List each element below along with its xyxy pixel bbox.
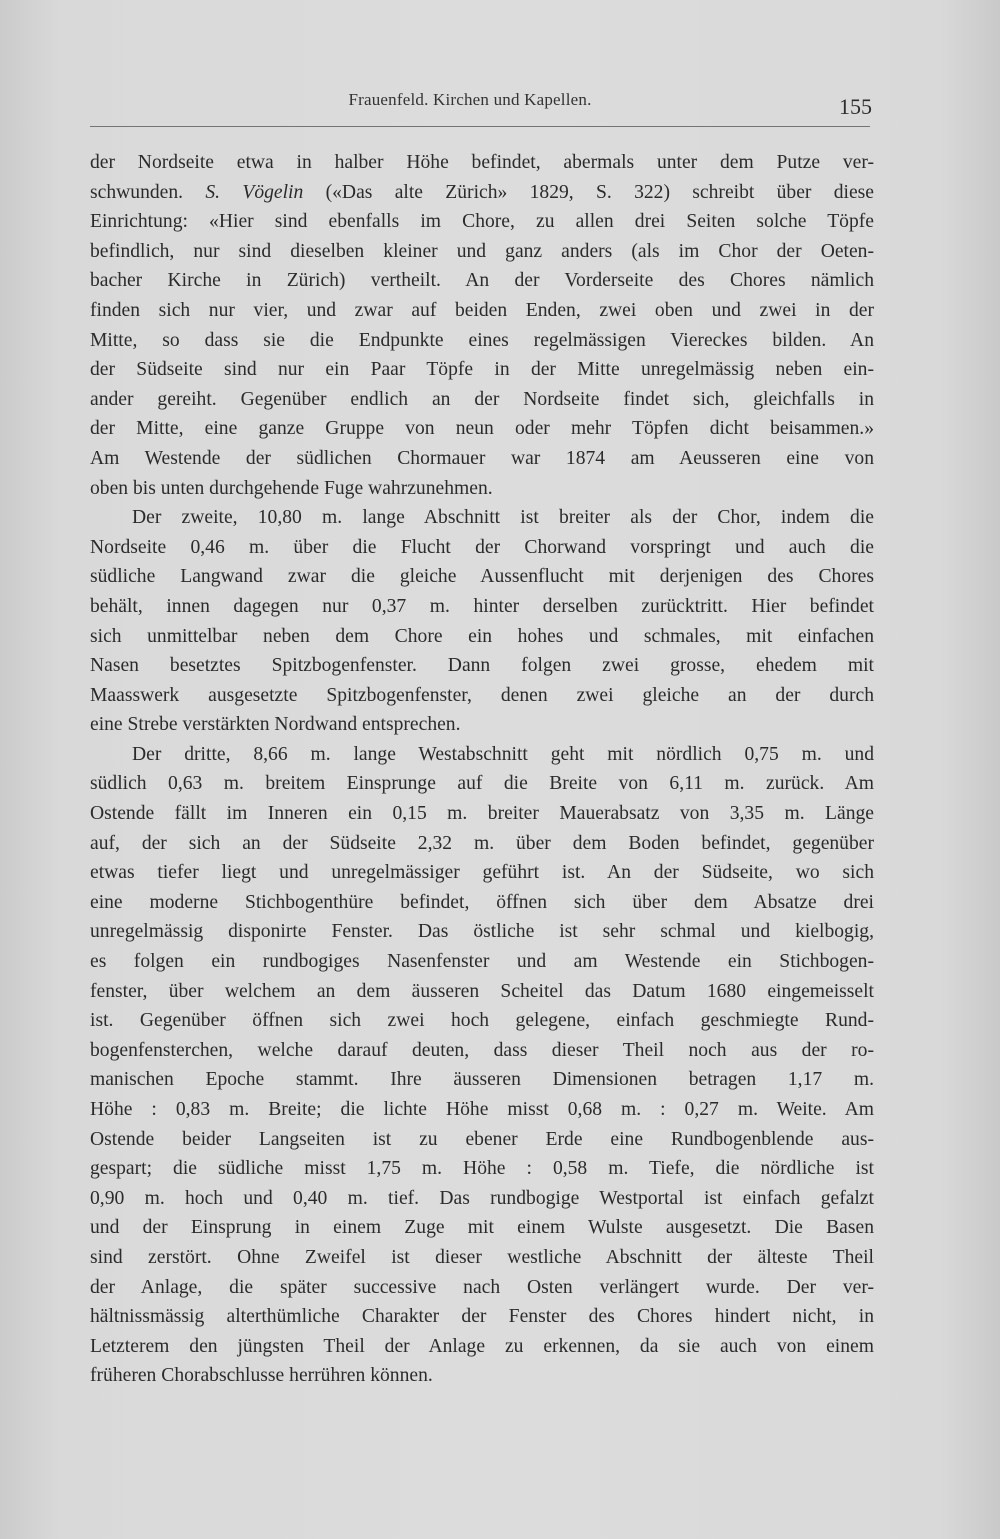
text-line: hältnissmässig alterthümliche Charakter der Fenster des Chores hindert nicht, in [90, 1306, 874, 1328]
text-line: auf, der sich an der Südseite 2,32 m. über dem Boden befindet, gegenüber [90, 832, 874, 854]
text-line: gespart; die südliche misst 1,75 m. Höhe : 0,58 m. Tiefe, die nördliche ist [90, 1158, 874, 1180]
text-line: es folgen ein rundbogiges Nasenfenster und am Westende ein Stichbogen- [90, 951, 874, 973]
text-line: Maasswerk ausgesetzte Spitzbogenfenster, denen zwei gleiche an der durch [90, 684, 874, 706]
text-line: der Anlage, die später successive nach Osten verlängert wurde. Der ver- [90, 1276, 874, 1298]
text-line: fenster, über welchem an dem äusseren Scheitel das Datum 1680 eingemeisselt [90, 980, 874, 1002]
header-rule [90, 126, 870, 127]
text-line: eine moderne Stichbogenthüre befindet, öffnen sich über dem Absatze drei [90, 891, 874, 913]
text-line: 0,90 m. hoch und 0,40 m. tief. Das rundbogige Westportal ist einfach gefalzt [90, 1187, 874, 1209]
paragraph [90, 740, 874, 1391]
text-line: der Südseite sind nur ein Paar Töpfe in der Mitte unregelmässig neben ein- [90, 359, 874, 381]
text-line: südlich 0,63 m. breitem Einsprunge auf die Breite von 6,11 m. zurück. Am [90, 773, 874, 795]
author-name: S. Vögelin [205, 181, 304, 203]
text-line: Einrichtung: «Hier sind ebenfalls im Chore, zu allen drei Seiten solche Töpfe [90, 211, 874, 233]
text-line: früheren Chorabschlusse herrühren können. [90, 1365, 433, 1387]
paragraph [90, 503, 874, 740]
text-segment: schwunden. [90, 181, 206, 203]
text-line: südliche Langwand zwar die gleiche Aussenflucht mit derjenigen des Chores [90, 566, 874, 588]
text-line [90, 178, 874, 208]
text-line: Mitte, so dass sie die Endpunkte eines regelmässigen Viereckes bilden. An [90, 329, 874, 351]
text-line: Höhe : 0,83 m. Breite; die lichte Höhe misst 0,68 m. : 0,27 m. Weite. Am [90, 1099, 874, 1120]
text-line: bacher Kirche in Zürich) vertheilt. An der Vorderseite des Chores nämlich [90, 270, 874, 292]
text-line: manischen Epoche stammt. Ihre äusseren Dimensionen betragen 1,17 m. [90, 1069, 874, 1091]
text-line: eine Strebe verstärkten Nordwand entsprechen. [90, 714, 461, 736]
text-line: der Mitte, eine ganze Gruppe von neun oder mehr Töpfen dicht beisammen.» [90, 418, 874, 440]
text-line: Ostende beider Langseiten ist zu ebener Erde eine Rundbogenblende aus- [90, 1128, 874, 1150]
page-number: 155 [839, 94, 872, 119]
text-line: bogenfensterchen, welche darauf deuten, dass dieser Theil noch aus der ro- [90, 1039, 874, 1061]
text-segment: («Das alte Zürich» 1829, S. 322) schreibt über diese [303, 181, 874, 203]
text-line: Nordseite 0,46 m. über die Flucht der Chorwand vorspringt und auch die [90, 536, 874, 558]
text-line: befindlich, nur sind dieselben kleiner und ganz anders (als im Chor der Oeten- [90, 240, 874, 262]
text-line: Ostende fällt im Inneren ein 0,15 m. breiter Mauerabsatz von 3,35 m. Länge [90, 803, 874, 825]
text-line: oben bis unten durchgehende Fuge wahrzunehmen. [90, 477, 493, 499]
text-line: Am Westende der südlichen Chormauer war 1874 am Aeusseren eine von [90, 447, 874, 469]
text-line: Nasen besetztes Spitzbogenfenster. Dann folgen zwei grosse, ehedem mit [90, 655, 874, 677]
body-text [90, 148, 874, 1391]
text-line: Letzterem den jüngsten Theil der Anlage zu erkennen, da sie auch von einem [90, 1335, 874, 1357]
text-line: und der Einsprung in einem Zuge mit einem Wulste ausgesetzt. Die Basen [90, 1217, 874, 1239]
text-line: Der dritte, 8,66 m. lange Westabschnitt geht mit nördlich 0,75 m. und [132, 743, 874, 765]
text-line: etwas tiefer liegt und unregelmässiger geführt ist. An der Südseite, wo sich [90, 862, 874, 884]
running-head [90, 88, 880, 124]
text-line: ist. Gegenüber öffnen sich zwei hoch gelegene, einfach geschmiegte Rund- [90, 1010, 874, 1032]
text-line: unregelmässig disponirte Fenster. Das östliche ist sehr schmal und kielbogig, [90, 921, 874, 943]
text-line: ander gereiht. Gegenüber endlich an der Nordseite findet sich, gleichfalls in [90, 388, 874, 410]
running-title: Frauenfeld. Kirchen und Kapellen. [348, 90, 592, 109]
text-line: behält, innen dagegen nur 0,37 m. hinter derselben zurücktritt. Hier befindet [90, 595, 874, 617]
text-line: sind zerstört. Ohne Zweifel ist dieser westliche Abschnitt der älteste Theil [90, 1246, 874, 1268]
text-line: sich unmittelbar neben dem Chore ein hohes und schmales, mit einfachen [90, 625, 874, 647]
text-line: finden sich nur vier, und zwar auf beiden Enden, zwei oben und zwei in der [90, 299, 874, 321]
text-line: Der zweite, 10,80 m. lange Abschnitt ist breiter als der Chor, indem die [132, 507, 874, 529]
paragraph [90, 148, 874, 503]
text-line: der Nordseite etwa in halber Höhe befindet, abermals unter dem Putze ver- [90, 152, 874, 173]
